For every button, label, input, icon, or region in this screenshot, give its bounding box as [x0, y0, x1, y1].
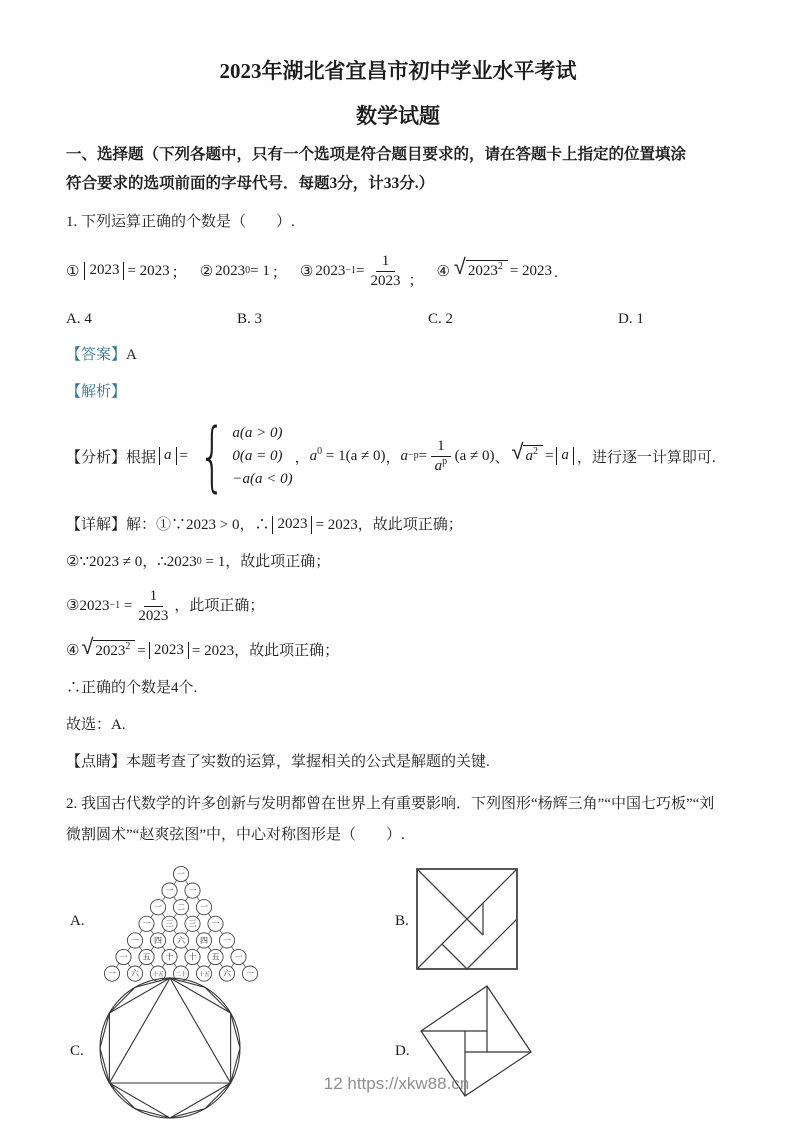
case-positive: a(a > 0) [232, 424, 283, 441]
page-subtitle: 数学试题 [356, 104, 440, 128]
square-root [453, 255, 508, 282]
detail-line-6: 故选：A. [66, 716, 126, 733]
note-tag: 【点睛】 [66, 753, 127, 770]
detail-line-1: 【详解】 解：①∵2023 > 0，∴ 2023 = 2023，故此项正确； [66, 513, 730, 537]
svg-text:四: 四 [200, 935, 208, 945]
svg-text:一: 一 [142, 918, 151, 928]
answer-value: A [126, 347, 137, 363]
svg-text:六: 六 [131, 968, 139, 978]
svg-text:一: 一 [108, 968, 116, 978]
yanghui-triangle-figure [95, 863, 267, 985]
option-b [237, 308, 428, 330]
svg-text:一: 一 [200, 902, 208, 912]
exponent: 2 [497, 261, 503, 273]
analysis-header-tag: 【解析】 [66, 384, 127, 400]
abs-value: 2023 [84, 262, 124, 279]
question-1-options [66, 308, 730, 330]
abs-variable: a [164, 447, 172, 464]
formula-1-rhs: = 2023 [127, 262, 170, 279]
radicand: 2023 [467, 263, 498, 280]
svg-text:四: 四 [154, 935, 162, 945]
analysis-tail: ，进行逐一计算即可. [576, 449, 716, 466]
circle-cutting-figure [90, 975, 250, 1122]
formula-1 [66, 261, 187, 282]
instructions-line1: 一、选择题（下列各题中，只有一个选项是符合题目要求的，请在答题卡上指定的位置填涂 [66, 146, 687, 163]
radical-sign: √ [511, 440, 524, 466]
svg-text:一: 一 [234, 951, 243, 961]
detail-line-2: ②∵2023 ≠ 0，∴2023 0 = 1，故此项正确； [66, 554, 331, 570]
negative-power-rule: a −p = $\frac{1}{a^p}$ (a ≠ 0) [400, 437, 495, 474]
svg-text:十: 十 [165, 951, 174, 961]
svg-text:三: 三 [188, 918, 197, 928]
option-c-value: 2 [445, 311, 454, 327]
circled-1: ① [66, 263, 80, 280]
tangram-figure [415, 867, 521, 973]
option-b-label: B. [237, 311, 251, 327]
separator: ； [171, 264, 187, 281]
detail-line-3: ③2023 −1 = $\frac{1}{2023}$ ，此项正确； [66, 588, 265, 624]
case-negative: −a(a < 0) [232, 471, 293, 488]
case-zero: 0(a = 0) [232, 447, 283, 464]
question-1-stem: 1. 下列运算正确的个数是（ ）. [66, 214, 295, 230]
analysis-lead: 根据 [126, 449, 157, 466]
note-line [66, 751, 730, 774]
equals-sign: = [355, 262, 365, 279]
option-c [428, 308, 618, 330]
svg-text:一: 一 [119, 951, 128, 961]
svg-text:六: 六 [223, 968, 231, 978]
watermark-footer: 12 https://xkw88.cn [323, 1074, 470, 1093]
sqrt-rule: √ $a^2$ = a [510, 445, 577, 467]
svg-text:三: 三 [165, 918, 174, 928]
svg-text:一: 一 [188, 885, 197, 895]
formula-4 [436, 255, 558, 282]
svg-text:十五: 十五 [198, 971, 210, 978]
figure-a-label: A. [70, 912, 85, 929]
radical-sign: √ [81, 634, 94, 660]
denominator: 2023 [370, 272, 401, 289]
answer-tag: 【答案】 [66, 347, 127, 363]
figure-d-label: D. [395, 1042, 410, 1059]
option-d-label: D. [618, 311, 633, 327]
instructions-line2: 符合要求的选项前面的字母代号．每题3分，计33分.） [66, 175, 435, 192]
svg-text:二十: 二十 [175, 971, 187, 978]
svg-text:一: 一 [177, 868, 185, 878]
fraction [368, 252, 402, 291]
svg-text:五: 五 [142, 951, 151, 961]
svg-text:一: 一 [154, 902, 162, 912]
analysis-line: 【分析】 根据 a = { a(a > 0) 0(a = 0) −a(a < 0) ， $a^0 = 1(a \ne 0)$ ， a −p = $\frac{1}{a^p}$ (a ≠ 0) 、 √ $a^2$ = a ，进行逐一计算即可. [66, 410, 716, 500]
question-1-formulas [66, 242, 730, 300]
detail-tag: 【详解】 [66, 517, 127, 533]
separator: ； [271, 264, 287, 281]
question-2-stem: 2. 我国古代数学的许多创新与发明都曾在世界上有重要影响．下列图形“杨辉三角”“中国七巧板”“刘 微割圆术”“赵爽弦图”中，中心对称图形是（ ）. [66, 795, 715, 843]
figure-c-label: C. [70, 1042, 84, 1059]
svg-text:十: 十 [188, 951, 197, 961]
svg-text:六: 六 [177, 935, 185, 945]
formula-2: ② 2023 0 = 1 ； [199, 262, 287, 281]
piecewise-definition [190, 410, 293, 500]
option-d [618, 308, 730, 330]
circled-3: ③ [299, 263, 314, 280]
separator: ； [408, 273, 424, 290]
option-a [66, 308, 237, 330]
svg-text:一: 一 [223, 935, 231, 945]
svg-text:二: 二 [177, 902, 185, 912]
circled-2: ② [199, 263, 214, 280]
svg-text:五: 五 [211, 951, 220, 961]
option-a-label: A. [66, 311, 81, 327]
zero-power-rule: $a^0 = 1(a \ne 0)$ [309, 445, 386, 464]
equals-sign: = [179, 447, 188, 464]
option-c-label: C. [428, 311, 442, 327]
numerator: 1 [376, 252, 396, 272]
analysis-header-line [66, 381, 730, 404]
figure-b-label: B. [395, 912, 409, 929]
option-d-value: 1 [636, 311, 644, 327]
svg-text:一: 一 [211, 918, 220, 928]
radical-sign: √ [453, 255, 466, 281]
page-title: 2023年湖北省宜昌市初中学业水平考试 [219, 59, 577, 83]
formula-2-rhs: = 1 [250, 262, 270, 279]
formula-4-rhs: = 2023 [509, 262, 553, 279]
analysis-tag: 【分析】 [66, 449, 127, 466]
formula-2-base: 2023 [215, 262, 246, 279]
svg-text:一: 一 [165, 885, 174, 895]
svg-text:十五: 十五 [152, 971, 164, 978]
detail-line-5: ∴正确的个数是4个. [66, 679, 198, 696]
note-text: 本题考查了实数的运算，掌握相关的公式是解题的关键. [126, 753, 490, 770]
option-b-value: 3 [254, 311, 263, 327]
svg-text:一: 一 [246, 968, 254, 978]
detail-line-4: ④ √ 2023$^2$ = 2023 = 2023，故此项正确； [66, 634, 340, 660]
answer-line [66, 344, 730, 367]
brace-glyph: { [198, 410, 226, 500]
option-a-value: 4 [84, 311, 92, 327]
formula-3: ③ 2023 −1 = $\frac{1}{2023}$ ； [299, 252, 424, 290]
separator: . [554, 264, 558, 281]
circled-4: ④ [436, 263, 450, 280]
svg-text:一: 一 [131, 935, 139, 945]
section-instructions [66, 140, 730, 198]
formula-3-base: 2023 [315, 262, 346, 279]
